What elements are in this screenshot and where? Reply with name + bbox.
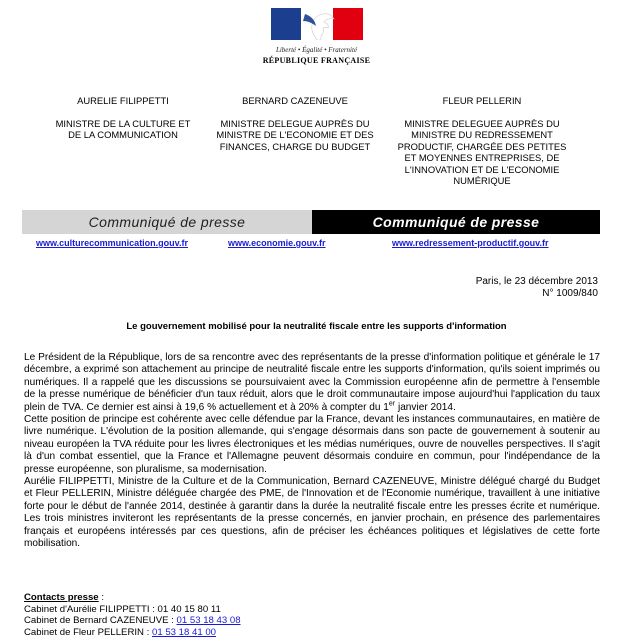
minister-block-numerique <box>392 95 572 187</box>
place-date: Paris, le 23 décembre 2013 <box>475 276 598 287</box>
link-culturecommunication[interactable]: www.culturecommunication.gouv.fr <box>36 238 189 248</box>
dateline <box>300 276 598 300</box>
press-release-banner <box>22 210 600 234</box>
minister-name: FLEUR PELLERIN <box>442 95 522 106</box>
republique-francaise-text: RÉPUBLIQUE FRANÇAISE <box>262 56 371 65</box>
link-redressement-productif[interactable]: www.redressement-productif.gouv.fr <box>392 238 549 248</box>
minister-title: MINISTRE DE LA CULTURE ET DE LA COMMUNICATION <box>55 117 191 140</box>
contact-item: Cabinet de Bernard CAZENEUVE : 01 53 18 43 08 <box>24 615 241 627</box>
minister-name: AURELIE FILIPPETTI <box>77 95 169 106</box>
release-body <box>24 352 600 551</box>
minister-name: BERNARD CAZENEUVE <box>242 95 348 106</box>
release-subject: Le gouvernement mobilisé pour la neutralité fiscale entre les supports d'information <box>126 321 507 332</box>
contact-item: Cabinet de Fleur PELLERIN : 01 53 18 41 00 <box>24 626 217 638</box>
press-contacts <box>24 592 241 638</box>
body-paragraph-3: Aurélie FILIPPETTI, Ministre de la Culture et de la Communication, Bernard CAZENEUVE, Ministre délégué chargé du Budget et Fleur PELLERIN, Ministre déléguée chargée des PME, de l'Innovation et de l'Economie numérique, travaillent à une initiative forte pour le début de l'année 2014, destinée à garantir dans la durée la neutralité fiscale entre les presses écrite et numérique. Les trois ministres inviteront les représentants de la presse concernés, en janvier prochain, en présence des parlementaires français et européens intéressés par ces questions, afin de préciser les échéances politiques et législatives de cette forte mobilisation. <box>24 476 600 550</box>
minister-title: MINISTRE DELEGUE AUPRÈS DU MINISTRE DE L'ECONOMIE ET DES FINANCES, CHARGE DU BUDGET <box>216 117 374 152</box>
body-paragraph-2: Cette position de principe est cohérente avec celle défendue par la France, devant les instances communautaires, en matière de livre numérique. L'évolution de la position allemande, qui s'engage désormais dans son pacte de gouvernement à soutenir au niveau européen la TVA réduite pour les livres électroniques et les médias numériques, ouvre de nouvelles perspectives. Il s'agit là d'un combat essentiel, que la France et l'Allemagne peuvent désormais conduire en commun, pour l'indépendance de la presse européenne, son pluralisme, sa modernisation. <box>24 414 600 475</box>
body-paragraph-1: Le Président de la République, lors de sa rencontre avec des représentants de la presse d'information politique et générale le 17 décembre, a exprimé son attachement au principe de neutralité fiscale entre les supports d'information, qu'ils soient imprimés ou numériques. Il a rappelé que les discussions se poursuivaient avec la Commission européenne afin de permettre à l'ensemble de la presse numérique de bénéficier d'un taux réduit, alors que le droit communautaire impose aujourd'hui l'application du taux plein de TVA. Ce dernier est ainsi à 19,6 % actuellement et à 20% à compter du 1er janvier 2014. <box>24 352 600 413</box>
contact-phone-link[interactable]: 01 53 18 41 00 <box>151 626 217 638</box>
contact-item: Cabinet d'Aurélie FILIPPETTI : 01 40 15 80 11 <box>24 603 221 615</box>
contact-phone: 01 40 15 80 11 <box>157 603 221 615</box>
marianne-profile-icon <box>299 10 339 40</box>
banner-right-label: Communiqué de presse <box>312 210 600 234</box>
release-number: N° 1009/840 <box>542 288 598 299</box>
republique-francaise-logo <box>0 8 633 65</box>
minister-block-budget <box>210 95 380 152</box>
marianne-flag-icon <box>271 8 363 40</box>
link-economie[interactable]: www.economie.gouv.fr <box>228 238 326 248</box>
minister-title: MINISTRE DELEGUEE AUPRÈS DU MINISTRE DU REDRESSEMENT PRODUCTIF, CHARGÉE DES PETITES ET MOYENNES ENTREPRISES, DE L'INNOVATION ET DE L'ECONOMIE NUMÉRIQUE <box>397 117 567 186</box>
motto: Liberté • Égalité • Fraternité <box>275 46 358 54</box>
banner-left-label: Communiqué de presse <box>22 210 312 234</box>
minister-block-culture <box>48 95 198 141</box>
contact-phone-link[interactable]: 01 53 18 43 08 <box>176 615 241 627</box>
contacts-heading: Contacts presse : <box>24 592 104 603</box>
